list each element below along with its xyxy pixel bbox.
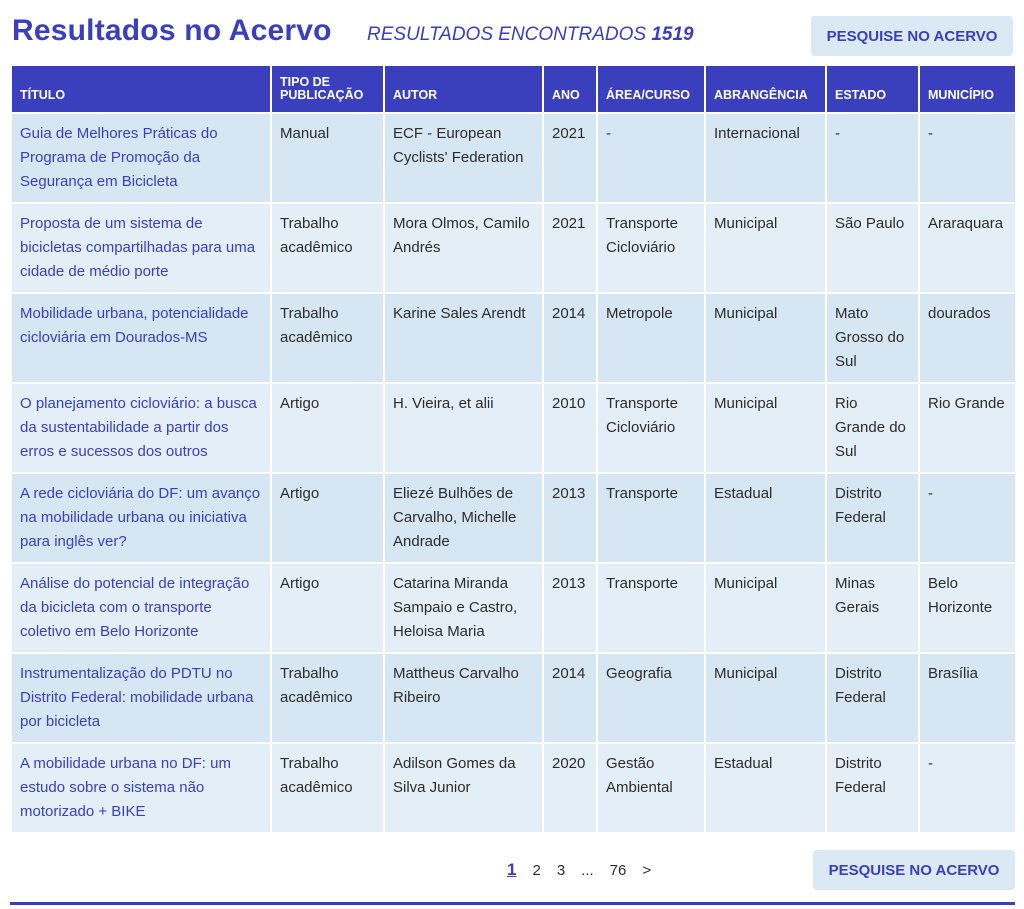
cell-city: -	[920, 112, 1015, 202]
page-link[interactable]: 3	[556, 861, 566, 879]
page-link[interactable]: 2	[532, 861, 541, 879]
cell-title[interactable]: A rede cicloviária do DF: um avanço na mobilidade urbana ou iniciativa para inglês ver?	[12, 472, 270, 562]
cell-author: Adilson Gomes da Silva Junior	[385, 742, 542, 832]
cell-author: Mora Olmos, Camilo Andrés	[385, 202, 542, 292]
table-row	[12, 382, 1015, 472]
cell-state: Mato Grosso do Sul	[827, 292, 918, 382]
cell-city: Brasília	[920, 652, 1015, 742]
cell-type: Manual	[272, 112, 383, 202]
cell-scope: Municipal	[706, 562, 825, 652]
cell-title[interactable]: Proposta de um sistema de bicicletas compartilhadas para uma cidade de médio porte	[12, 202, 270, 292]
cell-city: -	[920, 742, 1015, 832]
pagination-ellipsis: ...	[581, 861, 594, 879]
cell-year: 2014	[544, 652, 596, 742]
bottom-divider	[10, 902, 1015, 905]
cell-title[interactable]: A mobilidade urbana no DF: um estudo sobre o sistema não motorizado + BIKE	[12, 742, 270, 832]
page-link[interactable]: 76	[609, 861, 627, 879]
cell-author: ECF - European Cyclists' Federation	[385, 112, 542, 202]
cell-year: 2013	[544, 472, 596, 562]
column-header: AUTOR	[385, 66, 542, 112]
column-header: ESTADO	[827, 66, 918, 112]
cell-area: Metropole	[598, 292, 704, 382]
cell-author: Catarina Miranda Sampaio e Castro, Heloisa Maria	[385, 562, 542, 652]
column-header: ANO	[544, 66, 596, 112]
cell-scope: Municipal	[706, 382, 825, 472]
page-header	[0, 0, 1024, 66]
page-title: Resultados no Acervo	[12, 14, 332, 47]
cell-city: -	[920, 472, 1015, 562]
cell-year: 2013	[544, 562, 596, 652]
cell-scope: Municipal	[706, 652, 825, 742]
cell-year: 2010	[544, 382, 596, 472]
cell-year: 2021	[544, 112, 596, 202]
column-header: TIPO DE PUBLICAÇÃO	[272, 66, 383, 112]
table-row	[12, 472, 1015, 562]
cell-area: Geografia	[598, 652, 704, 742]
cell-state: Rio Grande do Sul	[827, 382, 918, 472]
cell-year: 2020	[544, 742, 596, 832]
cell-title[interactable]: Instrumentalização do PDTU no Distrito Federal: mobilidade urbana por bicicleta	[12, 652, 270, 742]
cell-area: Transporte	[598, 562, 704, 652]
cell-author: H. Vieira, et alii	[385, 382, 542, 472]
cell-year: 2021	[544, 202, 596, 292]
cell-title[interactable]: Mobilidade urbana, potencialidade cicloviária em Dourados-MS	[12, 292, 270, 382]
table-row	[12, 742, 1015, 832]
cell-author: Mattheus Carvalho Ribeiro	[385, 652, 542, 742]
page-link[interactable]: 1	[507, 860, 517, 879]
next-page-link[interactable]: >	[642, 861, 652, 879]
results-table	[10, 66, 1017, 832]
cell-area: Gestão Ambiental	[598, 742, 704, 832]
table-row	[12, 112, 1015, 202]
cell-state: Minas Gerais	[827, 562, 918, 652]
column-header: ÁREA/CURSO	[598, 66, 704, 112]
cell-type: Trabalho acadêmico	[272, 202, 383, 292]
cell-author: Eliezé Bulhões de Carvalho, Michelle Andrade	[385, 472, 542, 562]
cell-type: Artigo	[272, 562, 383, 652]
table-row	[12, 292, 1015, 382]
cell-type: Trabalho acadêmico	[272, 652, 383, 742]
cell-area: -	[598, 112, 704, 202]
cell-author: Karine Sales Arendt	[385, 292, 542, 382]
cell-area: Transporte Cicloviário	[598, 382, 704, 472]
cell-city: dourados	[920, 292, 1015, 382]
cell-state: Distrito Federal	[827, 472, 918, 562]
pagination	[507, 859, 667, 881]
cell-scope: Municipal	[706, 292, 825, 382]
cell-city: Rio Grande	[920, 382, 1015, 472]
cell-area: Transporte Cicloviário	[598, 202, 704, 292]
cell-type: Artigo	[272, 382, 383, 472]
cell-state: Distrito Federal	[827, 652, 918, 742]
column-header: ABRANGÊNCIA	[706, 66, 825, 112]
cell-year: 2014	[544, 292, 596, 382]
column-header: TÍTULO	[12, 66, 270, 112]
cell-state: Distrito Federal	[827, 742, 918, 832]
cell-title[interactable]: O planejamento cicloviário: a busca da sustentabilidade a partir dos erros e sucessos dos outros	[12, 382, 270, 472]
cell-type: Trabalho acadêmico	[272, 292, 383, 382]
cell-title[interactable]: Análise do potencial de integração da bicicleta com o transporte coletivo em Belo Horizonte	[12, 562, 270, 652]
results-summary	[367, 24, 694, 46]
cell-scope: Estadual	[706, 742, 825, 832]
cell-scope: Estadual	[706, 472, 825, 562]
cell-area: Transporte	[598, 472, 704, 562]
results-label: RESULTADOS ENCONTRADOS	[367, 24, 647, 45]
table-header-row	[12, 66, 1015, 112]
column-header: MUNICÍPIO	[920, 66, 1015, 112]
table-row	[12, 202, 1015, 292]
search-collection-button-top[interactable]: PESQUISE NO ACERVO	[811, 16, 1013, 56]
search-collection-button-bottom[interactable]: PESQUISE NO ACERVO	[813, 850, 1015, 890]
results-count: 1519	[651, 24, 694, 45]
cell-type: Trabalho acadêmico	[272, 742, 383, 832]
table-row	[12, 562, 1015, 652]
cell-state: São Paulo	[827, 202, 918, 292]
cell-title[interactable]: Guia de Melhores Práticas do Programa de Promoção da Segurança em Bicicleta	[12, 112, 270, 202]
cell-city: Belo Horizonte	[920, 562, 1015, 652]
table-body	[12, 112, 1015, 832]
cell-city: Araraquara	[920, 202, 1015, 292]
cell-state: -	[827, 112, 918, 202]
cell-scope: Internacional	[706, 112, 825, 202]
cell-type: Artigo	[272, 472, 383, 562]
cell-scope: Municipal	[706, 202, 825, 292]
table-row	[12, 652, 1015, 742]
